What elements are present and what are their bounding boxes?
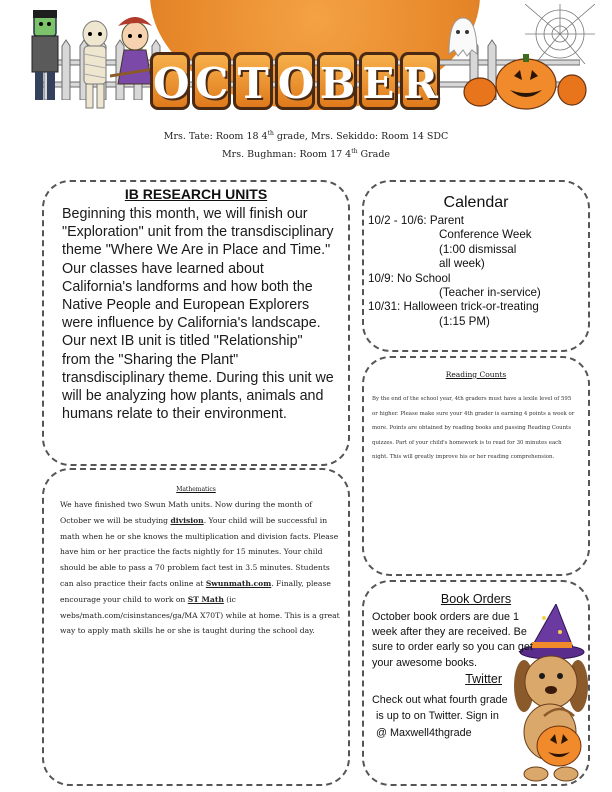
header-text: Mrs. Tate: Room 18 4 [163, 131, 268, 143]
october-banner [0, 0, 612, 125]
calendar-list [368, 214, 583, 329]
teacher-line-2 [0, 148, 612, 160]
calendar-date: 10/9: No School [368, 271, 451, 285]
calendar-date: 10/31: Halloween trick-or-treating [368, 300, 539, 314]
math-text: (ic webs/math.com/cisinstances/ga/MA X70T) while at home. This is a great way to apply math skills he or she is taught during the school day. [60, 594, 340, 636]
header-sup: th [351, 148, 358, 155]
pumpkins-illustration [462, 48, 587, 110]
frankenstein-character [30, 8, 60, 103]
teacher-line-1 [0, 130, 612, 142]
calendar-detail: (1:00 dismissal [439, 242, 517, 256]
header-text: grade, Mrs. Sekiddo: Room 14 SDC [273, 131, 449, 143]
twitter-body [372, 692, 532, 741]
book-orders-body: October book orders are due 1 week after they are received. Be sure to order early so you can get your awesome books. [372, 611, 533, 669]
math-text: . Finally, please encourage your child to work on [60, 578, 331, 604]
math-body [60, 497, 342, 639]
october-title [150, 52, 440, 116]
mummy-character [78, 20, 112, 110]
title-letter: O [150, 52, 190, 110]
math-title: Mathematics [176, 486, 216, 493]
twitter-handle[interactable]: @ Maxwell4thgrade [376, 726, 472, 739]
twitter-text: is up to on Twitter. Sign in [376, 710, 499, 723]
title-letter: R [400, 52, 440, 110]
math-text: We have finished two Swun Math units. Now during the month of October we will be studying [60, 500, 313, 525]
title-letter: B [317, 52, 357, 110]
calendar-entry [368, 272, 583, 301]
title-letter: E [359, 52, 398, 110]
swunmath-link[interactable]: Swunmath.com [205, 578, 272, 588]
twitter-text: Check out what fourth grade [372, 694, 508, 706]
book-orders-title: Book Orders [440, 592, 512, 606]
math-division: division [170, 515, 204, 525]
math-text: . Your child will be successful in math when he or she knows the multiplication and division facts. Please have him or her practice the facts nightly for 15 minutes. Your child should be able to pass a 70 problem fact test in 3.5 minutes. Students can also practice their facts online at [60, 515, 339, 588]
calendar-entry [368, 214, 583, 272]
reading-counts-box [362, 356, 590, 576]
calendar-entry [368, 300, 583, 329]
reading-counts-body: By the end of the school year, 4th graders must have a lexile level of 595 or higher. Please make sure your 4th grader is earning 4 points a week or more. Points are obtained by reading books and passing Reading Counts quizzes. Part of your child's homework is to read for 30 minutes each night. This will greatly improve his or her reading comprehension. [372, 396, 575, 461]
title-letter: T [233, 52, 272, 110]
title-letter: O [275, 52, 315, 110]
ib-research-body: Beginning this month, we will finish our "Exploration" unit from the transdisciplinary theme "Where We Are in Place and Time." Our classes have learned about California's landforms and how both the Native People and European Explorers were influence by California's landscape. Our next IB unit is titled "Relationship" from the "Sharing the Plant" transdisciplinary theme. During this unit we will be analyzing how plants, animals and humans relate to their environment. [62, 206, 334, 423]
calendar-detail: (Teacher in-service) [439, 286, 541, 300]
reading-counts-title: Reading Counts [445, 370, 507, 379]
ib-research-title: IB RESEARCH UNITS [124, 186, 268, 202]
calendar-detail: Conference Week [439, 228, 532, 242]
header-text: Mrs. Bughman: Room 17 4 [221, 149, 352, 161]
header-sup: th [267, 130, 274, 137]
header-text: Grade [357, 149, 391, 161]
calendar-detail: (1:15 PM) [439, 314, 490, 328]
stmath-link[interactable]: ST Math [187, 594, 224, 604]
calendar-title: Calendar [443, 194, 509, 211]
title-letter: C [192, 52, 231, 110]
twitter-title: Twitter [465, 672, 502, 686]
calendar-detail: all week) [439, 257, 485, 271]
calendar-date: 10/2 - 10/6: Parent [368, 214, 465, 227]
